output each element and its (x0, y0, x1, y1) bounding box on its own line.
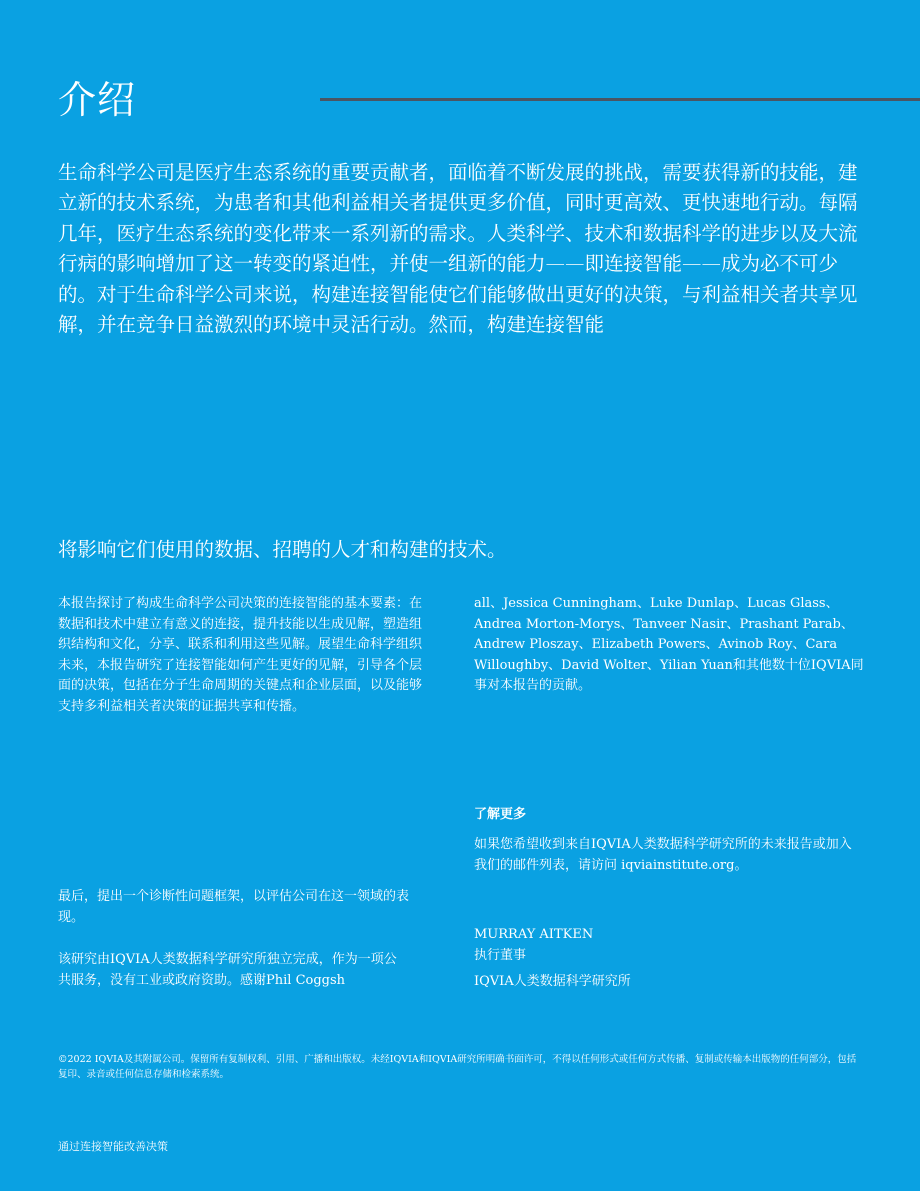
title-divider (320, 98, 920, 101)
page-title: 介绍 (58, 78, 137, 122)
study-paragraph: 该研究由IQVIA人类数据科学研究所独立完成，作为一项公共服务，没有工业或政府资助。感谢Phil Coggsh (58, 952, 397, 988)
learn-more-text[interactable]: 如果您希望收到来自IQVIA人类数据科学研究所的未来报告或加入我们的邮件列表，请访问 iqviainstitute.org。 (474, 837, 852, 873)
copyright-notice: ©2022 IQVIA及其附属公司。保留所有复制权利、引用、广播和出版权。未经IQVIA和IQVIA研究所明确书面许可，不得以任何形式或任何方式传播、复制或传输本出版物的任何部分，包括复印、录音或任何信息存储和检索系统。 (58, 1054, 857, 1080)
report-summary: 本报告探讨了构成生命科学公司决策的连接智能的基本要素：在数据和技术中建立有意义的连接，提升技能以生成见解，塑造组织结构和文化，分享、联系和利用这些见解。展望生命科学组织未来，本报告研究了连接智能如何产生更好的见解，引导各个层面的决策，包括在分子生命周期的关键点和企业层面，以及能够支持多利益相关者决策的证据共享和传播。 (58, 596, 423, 714)
learn-more-heading: 了解更多 (474, 807, 527, 822)
page-footer: 通过连接智能改善决策 (58, 1140, 168, 1153)
acknowledgements-text: all、Jessica Cunningham、Luke Dunlap、Lucas Glass、Andrea Morton-Morys、Tanveer Nasir、Prashant Parab、Andrew Ploszay、Elizabeth Powers、Avinob Roy、Cara Willoughby、David Wolter、Yilian Yuan和其他数十位IQVIA同事对本报告的贡献。 (474, 596, 864, 693)
closing-paragraph: 最后，提出一个诊断性问题框架，以评估公司在这一领域的表现。 (58, 889, 410, 925)
intro-continuation: 将影响它们使用的数据、招聘的人才和构建的技术。 (58, 538, 507, 561)
intro-paragraph: 生命科学公司是医疗生态系统的重要贡献者，面临着不断发展的挑战，需要获得新的技能，建立新的技术系统，为患者和其他利益相关者提供更多价值，同时更高效、更快速地行动。每隔几年，医疗生态系统的变化带来一系列新的需求。人类科学、技术和数据科学的进步以及大流行病的影响增加了这一转变的紧迫性，并使一组新的能力——即连接智能——成为必不可少的。对于生命科学公司来说，构建连接智能使它们能够做出更好的决策，与利益相关者共享见解，并在竞争日益激烈的环境中灵活行动。然而，构建连接智能 (58, 161, 858, 337)
signature-name: MURRAY AITKEN 执行董事 (474, 927, 594, 963)
signature-organization: IQVIA人类数据科学研究所 (474, 974, 631, 989)
